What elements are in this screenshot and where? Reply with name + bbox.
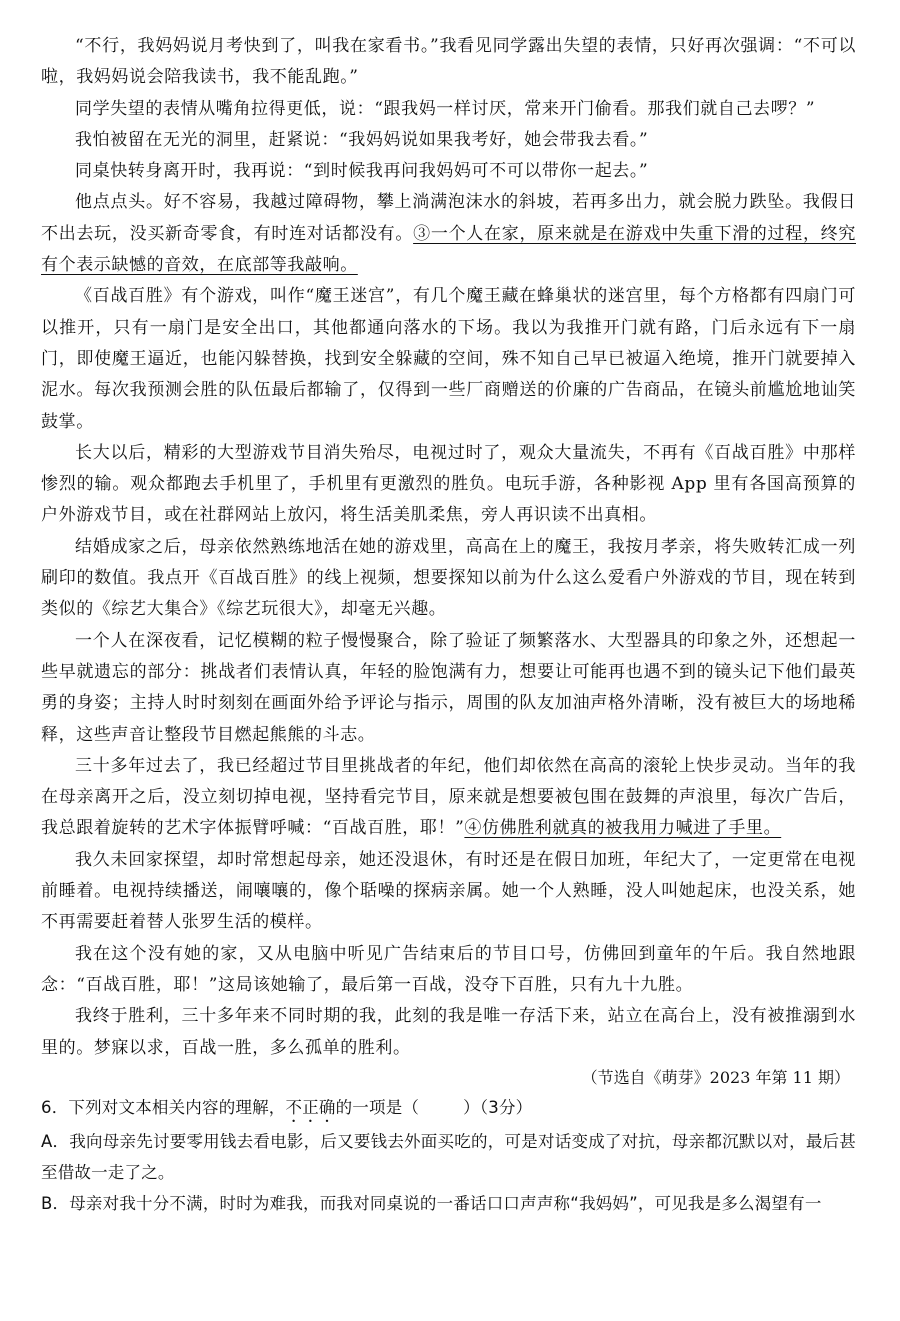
option-text: B．母亲对我十分不满，时时为难我，而我对同桌说的一番话口口声声称“我妈妈”，可见我是多么渴望有一 [41, 1193, 822, 1213]
underlined-sentence-4: ④仿佛胜利就真的被我用力喊进了手里。 [464, 818, 782, 839]
paragraph [0, 156, 900, 187]
paragraph-text: 同桌快转身离开时，我再说：“到时候我再问我妈妈可不可以带你一起去。” [75, 161, 649, 182]
paragraph-text: 同学失望的表情从嘴角拉得更低，说：“跟我妈一样讨厌，常来开门偷看。那我们就自己去啰？” [75, 98, 816, 119]
question-score: ）（3分） [463, 1097, 533, 1117]
paragraph [0, 187, 900, 281]
question-suffix: 的一项是（ [335, 1097, 420, 1117]
paragraph [0, 125, 900, 156]
question-emphasis: 不正确 [285, 1097, 336, 1117]
source-citation: （节选自《萌芽》2023 年第 11 期） [581, 1067, 850, 1087]
paragraph [0, 31, 900, 94]
paragraph-text: 我怕被留在无光的洞里，赶紧说：“我妈妈说如果我考好，她会带我去看。” [75, 129, 649, 150]
paragraph-text: 他点点头。好不容易，我越过障碍物，攀上淌满泡沫水的斜坡，若再多出力，就会脱力跌坠。我假日不出去玩，没买新奇零食，有时连对话都没有。 [41, 192, 856, 244]
paragraph [0, 751, 900, 845]
paragraph [0, 1001, 900, 1064]
paragraph [0, 281, 900, 437]
paragraph-text: 我久未回家探望，却时常想起母亲，她还没退休，有时还是在假日加班，年纪大了，一定更常在电视前睡着。电视持续播送，闹嚷嚷的，像个聒噪的探病亲属。她一个人熟睡，没人叫她起床，也没关系，她不再需要赶着替人张罗生活的模样。 [41, 849, 856, 933]
paragraph [0, 939, 900, 1002]
paragraph-text: 结婚成家之后，母亲依然熟练地活在她的游戏里，高高在上的魔王，我按月孝亲，将失败转汇成一列刷印的数值。我点开《百战百胜》的线上视频，想要探知以前为什么这么爱看户外游戏的节目，现在转到类似的《综艺大集合》《综艺玩很大》，却毫无兴趣。 [41, 536, 856, 620]
paragraph [0, 438, 900, 532]
paragraph [0, 532, 900, 626]
paragraph [0, 626, 900, 751]
option-b [0, 1188, 900, 1219]
paragraph [0, 94, 900, 125]
paragraph [0, 845, 900, 939]
paragraph-text: 我在这个没有她的家，又从电脑中听见广告结束后的节目口号，仿佛回到童年的午后。我自然地跟念：“百战百胜，耶！”这局该她输了，最后第一百战，没夺下百胜，只有九十九胜。 [41, 943, 856, 995]
paragraph-text: 我终于胜利，三十多年来不同时期的我，此刻的我是唯一存活下来，站立在高台上，没有被推溺到水里的。梦寐以求，百战一胜，多么孤单的胜利。 [41, 1006, 856, 1058]
question-stem [0, 1092, 900, 1126]
paragraph-text: 长大以后，精彩的大型游戏节目消失殆尽，电视过时了，观众大量流失，不再有《百战百胜》中那样惨烈的输。观众都跑去手机里了，手机里有更激烈的胜负。电玩手游，各种影视 App 里有各国高预算的户外游戏节目，或在社群网站上放闪，将生活美肌柔焦，旁人再识读不出真相。 [41, 442, 856, 526]
paragraph-text: 三十多年过去了，我已经超过节目里挑战者的年纪，他们却依然在高高的滚轮上快步灵动。当年的我在母亲离开之后，没立刻切掉电视，坚持看完节目，原来就是想要被包围在鼓舞的声浪里，每次广告后，我总跟着旋转的艺术字体振臂呼喊：“百战百胜，耶！” [41, 755, 856, 839]
option-text: A．我向母亲先讨要零用钱去看电影，后又要钱去外面买吃的，可是对话变成了对抗，母亲都沉默以对，最后甚至借故一走了之。 [41, 1131, 856, 1182]
question-block [0, 1092, 900, 1219]
option-a [0, 1126, 900, 1188]
question-prefix: 6．下列对文本相关内容的理解， [41, 1097, 286, 1117]
paragraph-text: 一个人在深夜看，记忆模糊的粒子慢慢聚合，除了验证了频繁落水、大型器具的印象之外，还想起一些早就遗忘的部分：挑战者们表情认真，年轻的脸饱满有力，想要让可能再也遇不到的镜头记下他们最英勇的身姿；主持人时时刻刻在画面外给予评论与指示，周围的队友加油声格外清晰，没有被巨大的场地稀释，这些声音让整段节目燃起熊熊的斗志。 [41, 630, 856, 745]
underlined-sentence-3: ③一个人在家，原来就是在游戏中失重下滑的过程，终究有个表示缺憾的音效，在底部等我敲响。 [41, 223, 856, 276]
paragraph-text: 《百战百胜》有个游戏，叫作“魔王迷宫”，有几个魔王藏在蜂巢状的迷宫里，每个方格都有四扇门可以推开，只有一扇门是安全出口，其他都通向落水的下场。我以为我推开门就有路，门后永远有下一扇门，即使魔王逼近，也能闪躲替换，找到安全躲藏的空间，殊不知自己早已被逼入绝境，推开门就要掉入泥水。每次我预测会胜的队伍最后都输了，仅得到一些厂商赠送的价廉的广告商品，在镜头前尴尬地讪笑鼓掌。 [41, 286, 856, 432]
paragraph-text: “不行，我妈妈说月考快到了，叫我在家看书。”我看见同学露出失望的表情，只好再次强调：“不可以啦，我妈妈说会陪我读书，我不能乱跑。” [41, 36, 856, 88]
